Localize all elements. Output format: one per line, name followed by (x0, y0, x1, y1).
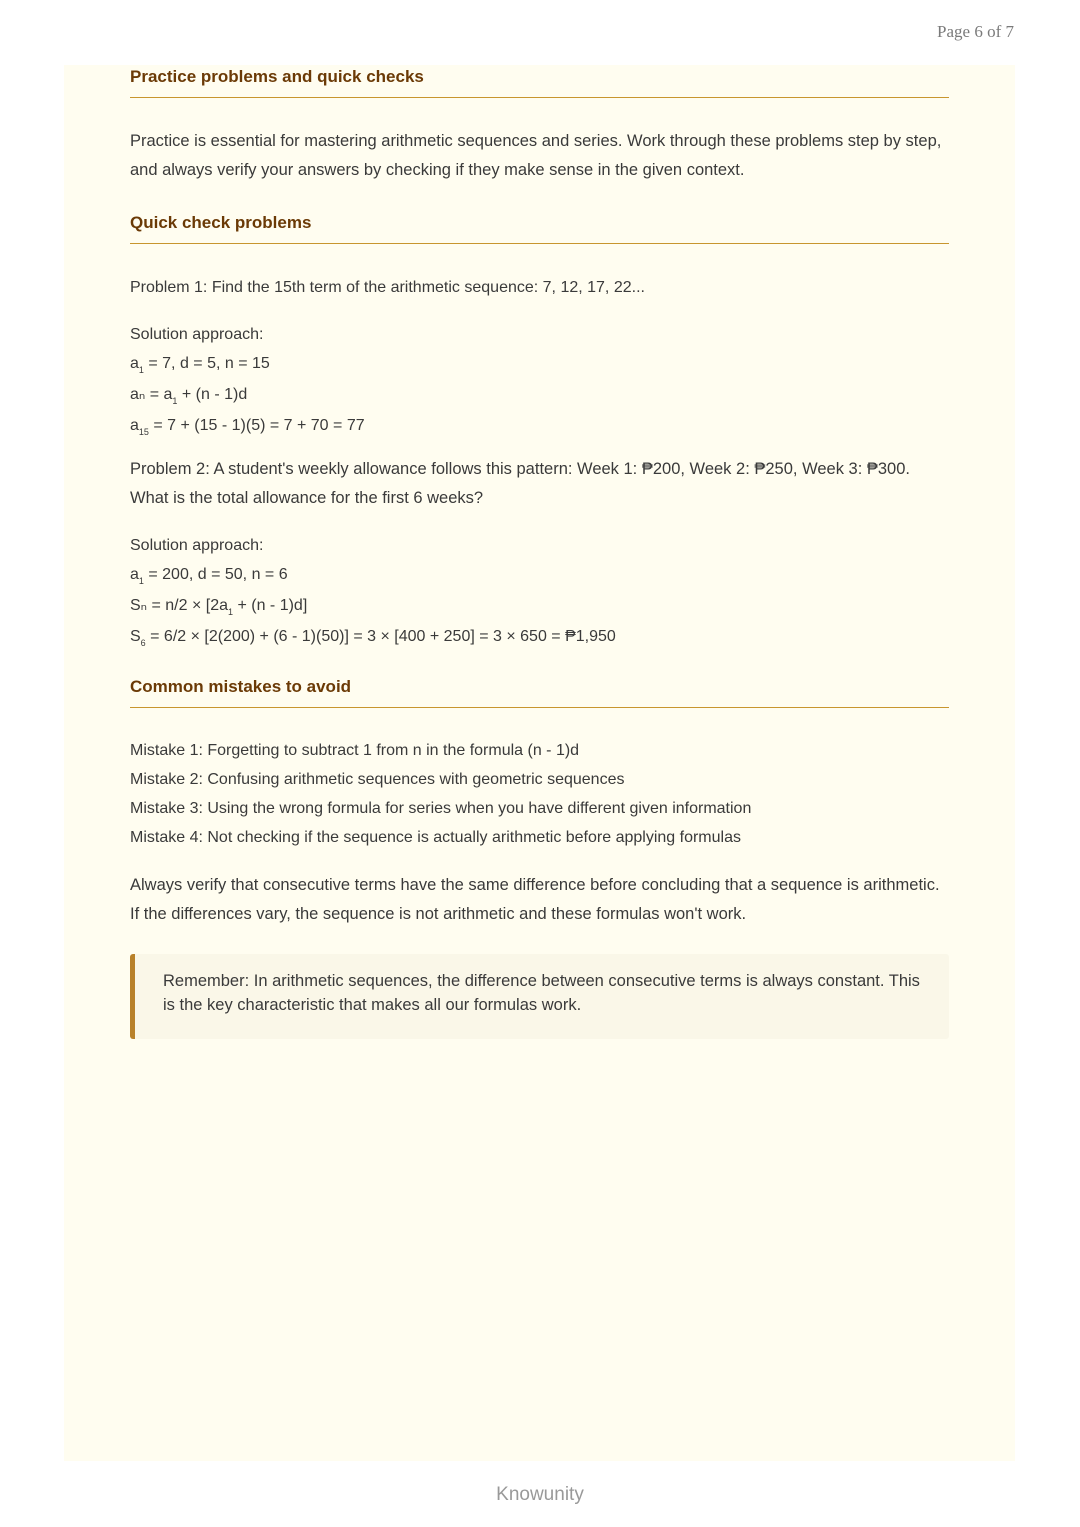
problem-2-approach-label: Solution approach: (130, 537, 264, 554)
quick-check-header (130, 213, 949, 244)
problem-2-statement: Problem 2: A student's weekly allowance follows this pattern: Week 1: ₱200, Week 2: ₱250, Week 3: ₱300. What is the total allowance for the first 6 weeks? (130, 460, 910, 507)
problem-2-step-3: $S_6 = 6/2 \times [2(200) + (6 - 1)(50)] = 3 \times [400 + 250] = 3 \times 650$ = ₱1,950 (130, 628, 616, 648)
mistakes-header (130, 677, 949, 708)
problem-1 (130, 273, 949, 442)
page-number: Page 6 of 7 (937, 22, 1014, 41)
remember-callout (130, 954, 949, 1039)
problem-2 (130, 455, 949, 653)
list-item: Mistake 1: Forgetting to subtract 1 from n in the formula (n - 1)d (130, 742, 580, 759)
list-item: Mistake 2: Confusing arithmetic sequences with geometric sequences (130, 771, 625, 788)
problem-2-step-1: $a_1 = 200$, d = 50, n = 6 (130, 566, 288, 586)
quick-check-title: Quick check problems (130, 213, 949, 244)
intro-block (130, 127, 949, 185)
document-page (64, 65, 1015, 1461)
problem-1-step-1: $a_1 = 7$, d = 5, n = 15 (130, 355, 270, 375)
mistakes-list (130, 736, 949, 852)
intro-paragraph: Practice is essential for mastering arithmetic sequences and series. Work through these problems step by step, and always verify your answers by checking if they make sense in the given context. (130, 132, 942, 179)
problem-1-step-3: $a_{15} = 7 + (15 - 1)(5) = 7 + 70 = 77$ (130, 417, 365, 437)
section-title: Practice problems and quick checks (130, 67, 949, 98)
footer-brand: Knowunity (496, 1484, 584, 1505)
mistakes-note: Always verify that consecutive terms have the same difference before concluding that a sequence is arithmetic. If the differences vary, the sequence is not arithmetic and these formulas won't work. (130, 876, 940, 923)
problem-1-statement: Problem 1: Find the 15th term of the arithmetic sequence: 7, 12, 17, 22... (130, 279, 645, 296)
callout-text: Remember: In arithmetic sequences, the difference between consecutive terms is always constant. This is the key characteristic that makes all our formulas work. (163, 972, 920, 1014)
section-header (130, 67, 949, 98)
problem-1-approach-label: Solution approach: (130, 326, 264, 343)
list-item: Mistake 4: Not checking if the sequence is actually arithmetic before applying formulas (130, 829, 741, 846)
list-item: Mistake 3: Using the wrong formula for series when you have different given information (130, 800, 752, 817)
mistakes-title: Common mistakes to avoid (130, 677, 949, 708)
mistakes-note-block (130, 871, 949, 929)
problem-2-step-2: $S_n = n/2 \times [2a_1 + (n - 1)d]$ (130, 597, 308, 617)
problem-1-step-2: $a_n = a_1 + (n - 1)d$ (130, 386, 248, 406)
